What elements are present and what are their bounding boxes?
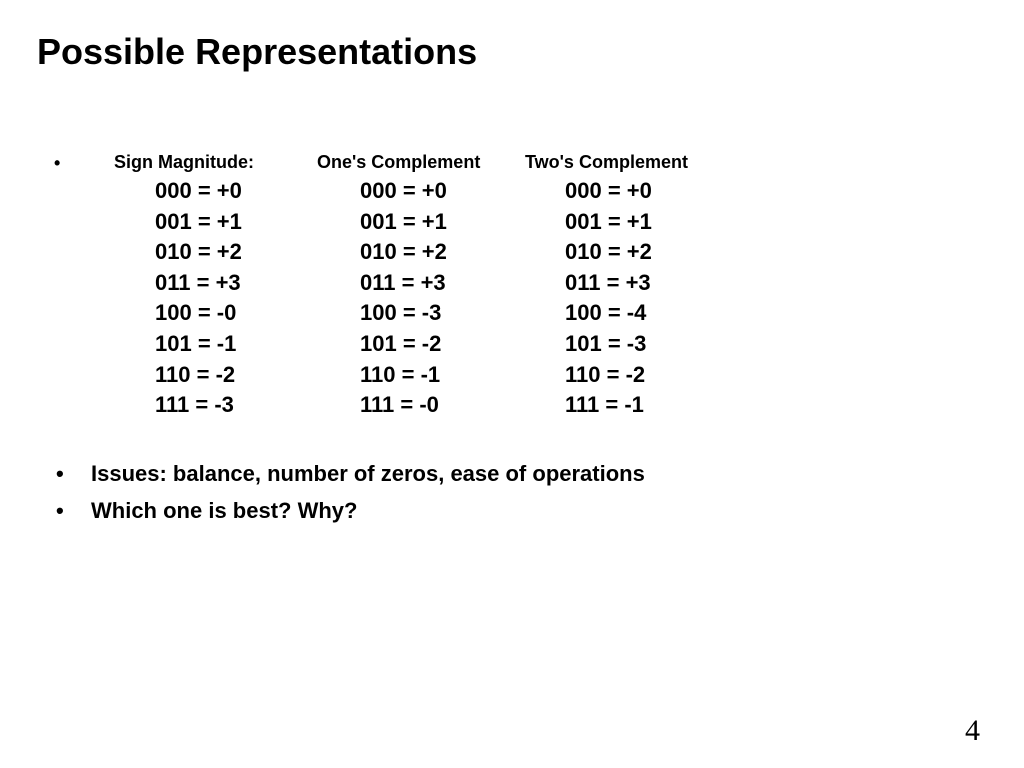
table-row: 111 = -3 xyxy=(155,392,234,418)
table-row: 001 = +1 xyxy=(360,208,447,234)
page-number: 4 xyxy=(965,714,980,747)
table-row: 101 = -3 xyxy=(565,330,647,356)
bullet-marker: • xyxy=(54,153,61,173)
bullet-marker: • xyxy=(56,461,64,486)
bullet-marker: • xyxy=(56,498,64,523)
table-row: 001 = +1 xyxy=(155,208,242,234)
table-row: 101 = -2 xyxy=(360,330,442,356)
table-row: 101 = -1 xyxy=(155,330,237,356)
table-row: 111 = -1 xyxy=(565,392,644,418)
table-row: 000 = +0 xyxy=(360,178,447,203)
table-row: 110 = -2 xyxy=(155,361,236,387)
header-ones-complement: One's Complement xyxy=(317,152,481,172)
column-ones-complement xyxy=(360,178,447,423)
issues-text: Issues: balance, number of zeros, ease of operations xyxy=(91,461,645,486)
table-row: 111 = -0 xyxy=(360,392,439,418)
table-row: 100 = -0 xyxy=(155,300,237,326)
table-row: 100 = -4 xyxy=(565,300,647,326)
header-sign-magnitude: Sign Magnitude: xyxy=(114,152,254,172)
table-row: 010 = +2 xyxy=(360,239,447,265)
table-row: 100 = -3 xyxy=(360,300,442,326)
question-text: Which one is best? Why? xyxy=(91,498,358,523)
table-row: 011 = +3 xyxy=(155,269,241,295)
table-row: 001 = +1 xyxy=(565,208,652,234)
table-row: 011 = +3 xyxy=(565,269,651,295)
table-row: 010 = +2 xyxy=(565,239,652,265)
table-row: 110 = -2 xyxy=(565,361,646,387)
table-row: 000 = +0 xyxy=(565,178,652,203)
column-sign-magnitude xyxy=(155,178,242,423)
table-row: 011 = +3 xyxy=(360,269,446,295)
header-twos-complement: Two's Complement xyxy=(525,152,688,172)
table-row: 110 = -1 xyxy=(360,361,441,387)
table-row: 000 = +0 xyxy=(155,178,242,203)
table-row: 010 = +2 xyxy=(155,239,242,265)
slide-title: Possible Representations xyxy=(37,31,478,72)
column-twos-complement xyxy=(565,178,652,423)
